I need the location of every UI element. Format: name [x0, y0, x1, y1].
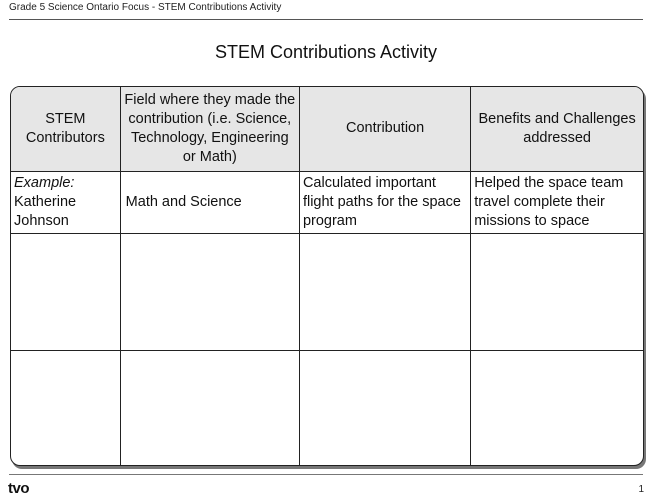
page-number: 1 — [638, 484, 644, 495]
page-title: STEM Contributions Activity — [214, 42, 438, 62]
example-field-cell[interactable]: Math and Science — [120, 171, 299, 233]
empty-contributor-cell[interactable] — [11, 350, 120, 466]
table-header-row — [11, 87, 643, 171]
example-contribution-cell[interactable]: Calculated important flight paths for the space program — [299, 171, 470, 233]
table-row-empty-1 — [11, 233, 643, 350]
example-label: Example: — [14, 174, 75, 191]
example-benefits-cell[interactable]: Helped the space team travel complete their missions to space — [471, 171, 643, 233]
empty-contributor-cell[interactable] — [11, 233, 120, 350]
empty-field-cell[interactable] — [120, 233, 299, 350]
empty-contribution-cell[interactable] — [299, 233, 470, 350]
table-row-example — [11, 171, 643, 233]
column-header-contributors-text: STEM Contributors — [25, 110, 105, 146]
column-header-field: Field where they made the contribution (i.e. Science, Technology, Engineering or Math) — [120, 87, 299, 171]
column-header-benefits: Benefits and Challenges addressed — [471, 87, 643, 171]
tvo-logo: tvo — [8, 480, 29, 497]
empty-benefits-cell[interactable] — [471, 350, 643, 466]
footer-divider — [9, 474, 643, 475]
header-divider — [9, 19, 643, 20]
column-header-contribution: Contribution — [299, 87, 470, 171]
document-header: Grade 5 Science Ontario Focus - STEM Contributions Activity — [9, 2, 282, 13]
empty-benefits-cell[interactable] — [471, 233, 643, 350]
empty-contribution-cell[interactable] — [299, 350, 470, 466]
table-row-empty-2 — [11, 350, 643, 466]
example-contributor-name: Katherine Johnson — [14, 193, 77, 229]
column-header-contributors — [11, 87, 120, 171]
empty-field-cell[interactable] — [120, 350, 299, 466]
example-contributor-cell[interactable] — [11, 171, 120, 233]
activity-table — [10, 86, 644, 466]
